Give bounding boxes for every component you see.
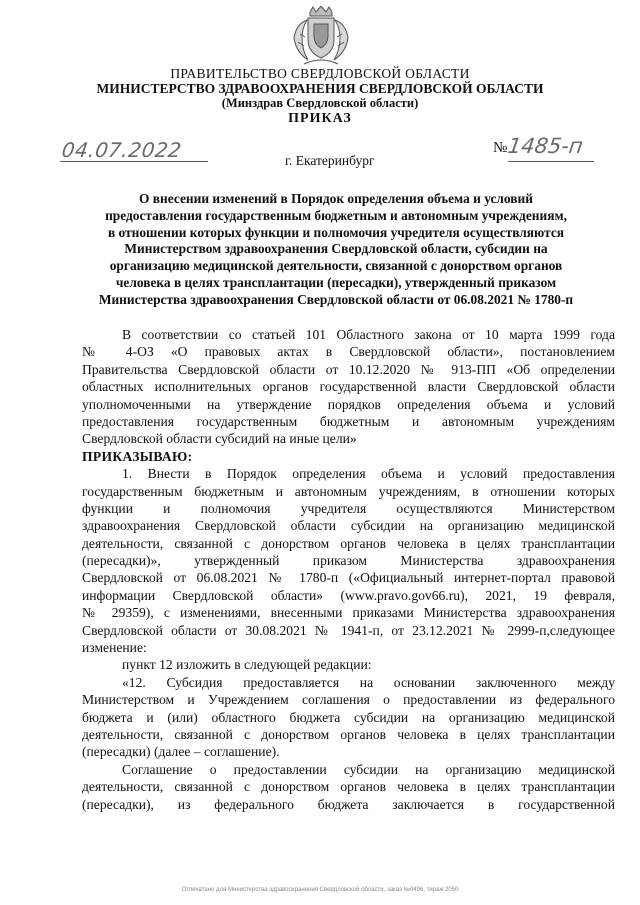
body-line: Свердловской от 06.08.2021 № 1780-п («Официальный интернет-портал правовой — [82, 570, 615, 586]
date-underline — [60, 161, 208, 162]
body-line: 1. Внести в Порядок определения объема и условий предоставления — [122, 466, 615, 482]
body-line: (пересадки)», утвержденный приказом Министерства здравоохранения — [82, 553, 615, 569]
ministry-short-name: (Минздрав Свердловской области) — [221, 96, 419, 110]
body-line: бюджета и (или) областного бюджета субсидии на организацию медицинской — [82, 709, 615, 725]
body-line: Правительства Свердловской области от 10.12.2020 № 913-ПП «Об определении — [82, 361, 615, 377]
body-line: Министерством и Учреждением соглашения о предоставлении из федерального — [82, 692, 615, 708]
body-line: (пересадки), из федерального бюджета заключается в государственной — [82, 796, 615, 812]
title-line: организацию медицинской деятельности, связанной с донорством органов — [109, 258, 563, 274]
body-line: В соответствии со статьей 101 Областного закона от 10 марта 1999 года — [122, 327, 615, 342]
body-line: деятельности, связанной с донорством органов человека в целях трансплантации — [82, 779, 615, 795]
number-underline — [508, 161, 594, 162]
coat-of-arms-icon — [290, 6, 352, 68]
title-line: Министерством здравоохранения Свердловской области, субсидии на — [124, 241, 548, 257]
title-line: предоставления государственным бюджетным и автономным учреждениям, — [105, 207, 567, 223]
body-line: уполномоченными на утверждение порядков определения объема и условий — [82, 396, 615, 412]
body-line: информации Свердловской области» (www.pravo.gov66.ru), 2021, 19 февраля, — [82, 587, 615, 603]
number-sign: № — [493, 140, 508, 156]
body-line: здравоохранения Свердловской области субсидии на организацию медицинской — [82, 518, 615, 534]
city: г. Екатеринбург — [285, 153, 375, 168]
body-line: № 29359), с изменениями, внесенными приказами Министерства здравоохранения — [82, 605, 615, 621]
body-line: «12. Субсидия предоставляется на основании заключенного между — [122, 674, 615, 690]
print-footer: Отпечатано для Министерства здравоохранения Свердловской области, заказ №0496, тираж 2050 — [181, 887, 459, 893]
document-type: ПРИКАЗ — [288, 111, 352, 126]
order-number: 1485-п — [506, 134, 585, 158]
body-line: № 4-ОЗ «О правовых актах в Свердловской области», постановлением — [82, 344, 615, 360]
body-line: пункт 12 изложить в следующей редакции: — [122, 657, 372, 673]
order-date: 04.07.2022 — [60, 138, 184, 162]
body-line: деятельности, связанной с донорством органов человека в целях трансплантации — [82, 726, 615, 742]
body-line: Свердловской области от 30.08.2021 № 1941-п, от 23.12.2021 № 2999-п,следующее — [82, 622, 615, 638]
body-line: Свердловской области субсидий на иные цели» — [82, 431, 357, 447]
body-line: функции и полномочия учредителя осуществляются Министерством — [82, 500, 615, 516]
body-line: деятельности, связанной с донорством органов человека в целях трансплантации — [82, 535, 615, 551]
body-line: изменение: — [82, 640, 147, 656]
government-name: ПРАВИТЕЛЬСТВО СВЕРДЛОВСКОЙ ОБЛАСТИ — [170, 66, 470, 81]
body-line: Соглашение о предоставлении субсидии на организацию медицинской — [122, 761, 615, 777]
order-body — [82, 326, 615, 813]
title-line: Министерства здравоохранения Свердловской области от 06.08.2021 № 1780-п — [98, 291, 574, 307]
title-line: в отношении которых функции и полномочия учредителя осуществляются — [107, 224, 565, 240]
body-line: областных исполнительных органов государственной власти Свердловской области — [82, 379, 615, 395]
order-title — [72, 191, 600, 309]
title-line: человека в целях трансплантации (пересадки), утвержденный приказом — [115, 274, 557, 290]
order-directive: ПРИКАЗЫВАЮ: — [82, 448, 193, 464]
ministry-name: МИНИСТЕРСТВО ЗДРАВООХРАНЕНИЯ СВЕРДЛОВСКОЙ ОБЛАСТИ — [96, 81, 544, 96]
body-line: государственным бюджетным и автономным учреждениям, в отношении которых — [82, 483, 615, 499]
body-line: (пересадки) (далее – соглашение). — [82, 744, 280, 760]
title-line: О внесении изменений в Порядок определения объема и условий — [139, 191, 533, 206]
body-line: предоставления государственным бюджетным и автономным учреждениям — [82, 413, 615, 429]
